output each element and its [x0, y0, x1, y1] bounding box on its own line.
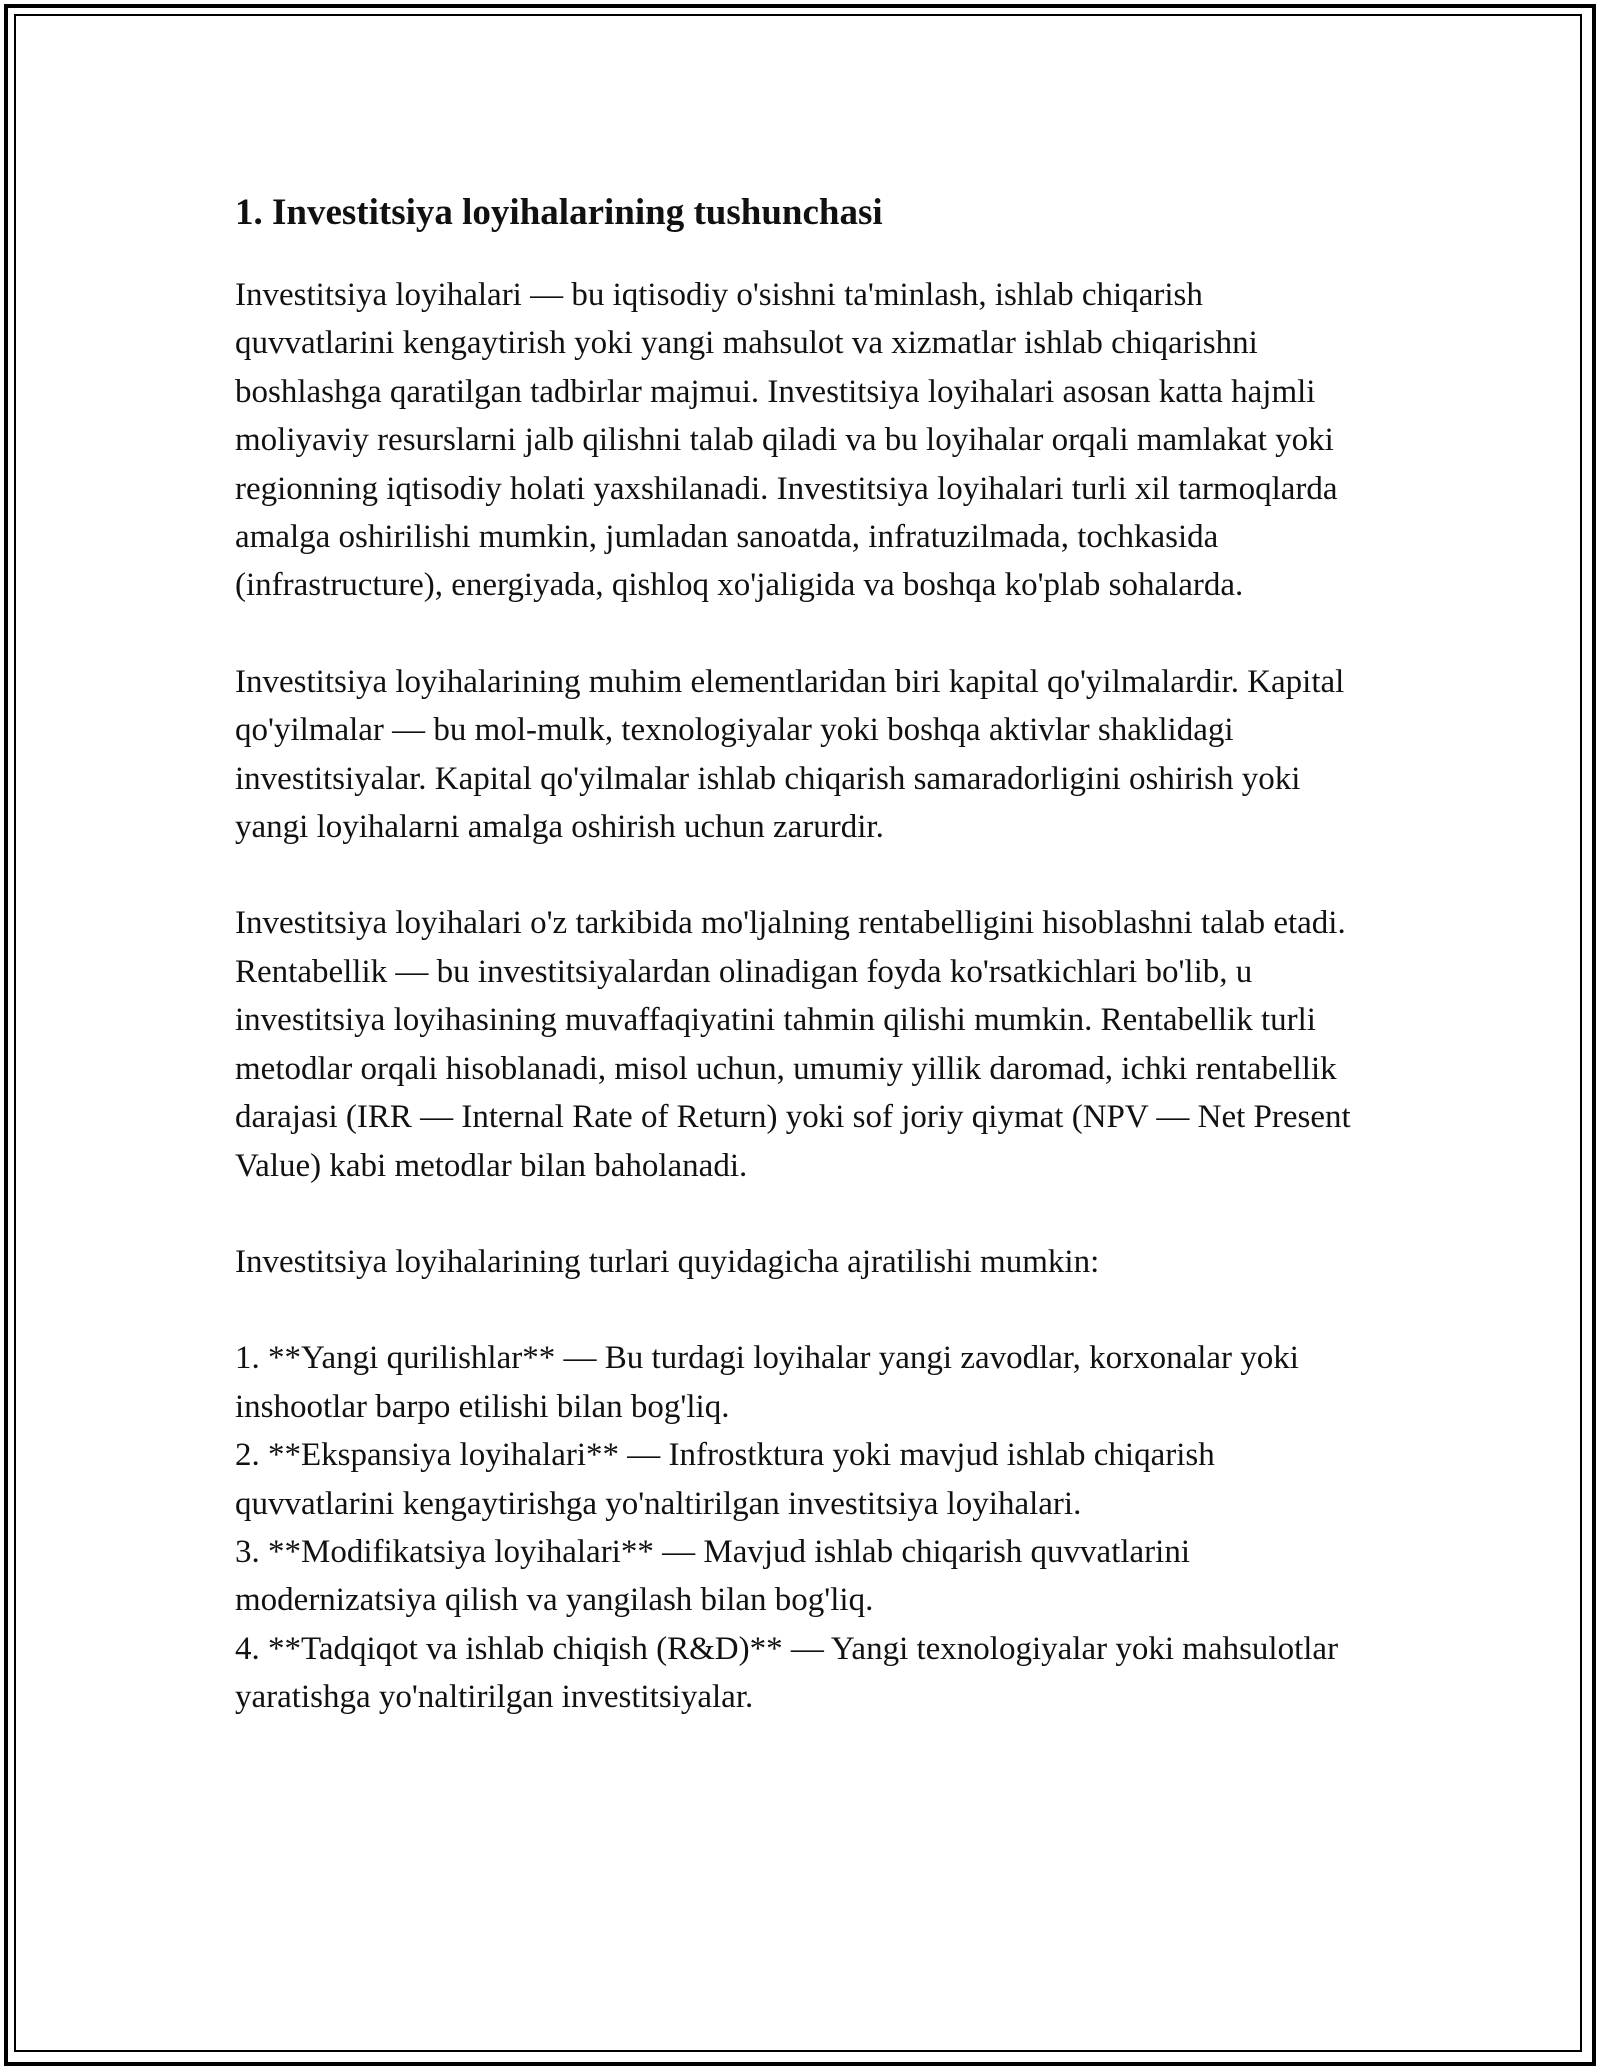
section-heading: 1. Investitsiya loyihalarining tushunchasi	[235, 192, 883, 233]
document-body	[235, 183, 1365, 1722]
paragraph-profitability: Investitsiya loyihalari o'z tarkibida mo'ljalning rentabelligini hisoblashni talab etadi. Rentabellik — bu investitsiyalardan olinadigan foyda ko'rsatkichlari bo'lib, u investitsiya loyihasining muvaffaqiyatini tahmin qilishi mumkin. Rentabellik turli metodlar orqali hisoblanadi, misol uchun, umumiy yillik daromad, ichki rentabellik darajasi (IRR — Internal Rate of Return) yoki sof joriy qiymat (NPV — Net Present Value) kabi metodlar bilan baholanadi.	[235, 905, 1351, 1184]
list-item: 2. **Ekspansiya loyihalari** — Infrostktura yoki mavjud ishlab chiqarish quvvatlarini kengaytirishga yo'naltirilgan investitsiya loyihalari.	[235, 1437, 1215, 1522]
paragraph-types-intro: Investitsiya loyihalarining turlari quyidagicha ajratilishi mumkin:	[235, 1243, 1100, 1280]
list-item: 4. **Tadqiqot va ishlab chiqish (R&D)** — Yangi texnologiyalar yoki mahsulotlar yaratishga yo'naltirilgan investitsiyalar.	[235, 1630, 1339, 1716]
project-types-list	[235, 1334, 1365, 1721]
list-item: 3. **Modifikatsiya loyihalari** — Mavjud ishlab chiqarish quvvatlarini modernizatsiya qilish va yangilash bilan bog'liq.	[235, 1533, 1191, 1619]
paragraph-capital-investments: Investitsiya loyihalarining muhim elementlaridan biri kapital qo'yilmalardir. Kapital qo'yilmalar — bu mol-mulk, texnologiyalar yoki boshqa aktivlar shaklidagi investitsiyalar. Kapital qo'yilmalar ishlab chiqarish samaradorligini oshirish yoki yangi loyihalarni amalga oshirish uchun zarurdir.	[235, 663, 1345, 846]
paragraph-definition: Investitsiya loyihalari — bu iqtisodiy o'sishni ta'minlash, ishlab chiqarish quvvatlarini kengaytirish yoki yangi mahsulot va xizmatlar ishlab chiqarishni boshlashga qaratilgan tadbirlar majmui. Investitsiya loyihalari asosan katta hajmli moliyaviy resurslarni jalb qilishni talab qiladi va bu loyihalar orqali mamlakat yoki regionning iqtisodiy holati yaxshilanadi. Investitsiya loyihalari turli xil tarmoqlarda amalga oshirilishi mumkin, jumladan sanoatda, infratuzilmada, tochkasida (infrastructure), energiyada, qishloq xo'jaligida va boshqa ko'plab sohalarda.	[235, 277, 1338, 604]
list-item: 1. **Yangi qurilishlar** — Bu turdagi loyihalar yangi zavodlar, korxonalar yoki inshootlar barpo etilishi bilan bog'liq.	[235, 1340, 1299, 1425]
